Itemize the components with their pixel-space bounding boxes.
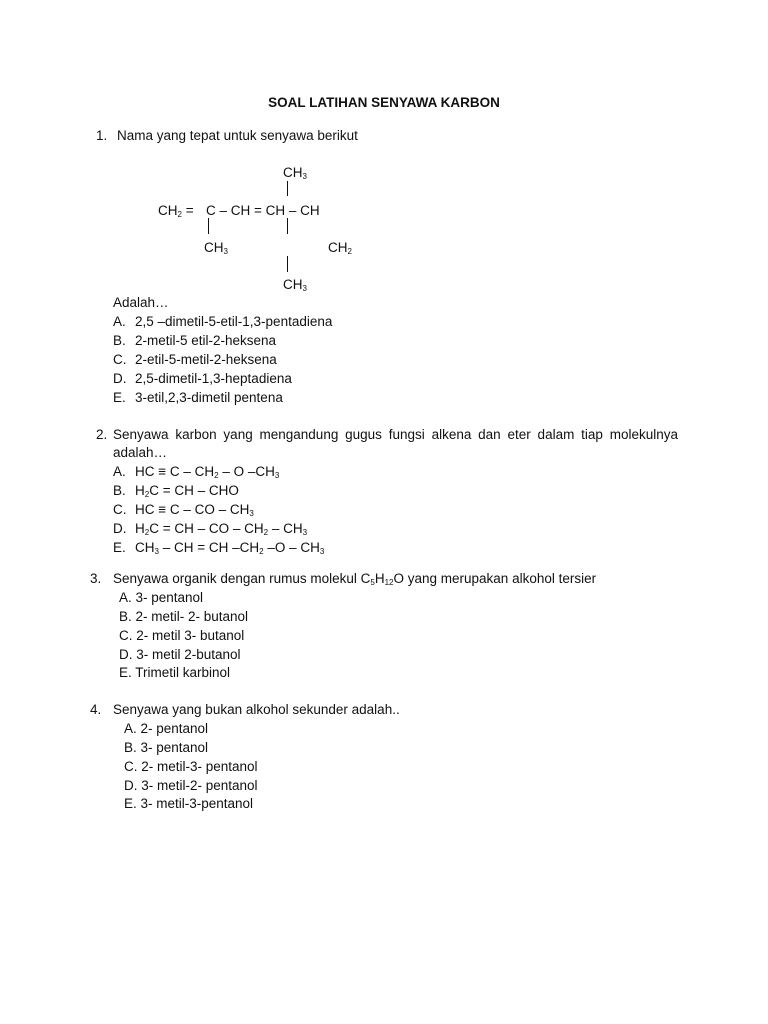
q2-option-a xyxy=(113,462,279,481)
q4-option-e: E. 3- metil-3-pentanol xyxy=(124,796,254,811)
bond-right-down xyxy=(287,218,288,234)
q2-option-e xyxy=(113,538,324,557)
option-text: $H_2C$ = CH – CO – $CH_2 - CH_3$ xyxy=(135,521,308,537)
option-text: $H_2C$ = CH – CHO xyxy=(135,483,239,499)
option-text: 3-etil,2,3-dimetil pentena xyxy=(135,390,283,405)
q2-text-line1: Senyawa karbon yang mengandung gugus fungsi alkena dan eter dalam tiap molekulnya xyxy=(113,427,678,442)
q1-adalah: Adalah… xyxy=(113,295,169,310)
option-letter: B. xyxy=(113,483,126,498)
structure-bottom-ch3: $CH_3$ xyxy=(283,277,307,293)
option-text: 2-etil-5-metil-2-heksena xyxy=(135,352,277,367)
q4-text: Senyawa yang bukan alkohol sekunder adalah.. xyxy=(113,702,400,717)
option-letter: B. xyxy=(113,333,126,348)
option-text: HC ≡ C – CO – $CH_3$ xyxy=(135,502,254,518)
option-letter: A. xyxy=(113,464,126,479)
q2-option-c xyxy=(113,500,254,519)
q4-option-d: D. 3- metil-2- pentanol xyxy=(124,778,258,793)
option-text: 2,5 –dimetil-5-etil-1,3-pentadiena xyxy=(135,314,333,329)
structure-mid-ch2: $CH_2$ xyxy=(328,240,352,256)
q3-option-b: B. 2- metil- 2- butanol xyxy=(119,609,249,624)
option-text: HC ≡ C – $CH_2$ – O $-CH_3$ xyxy=(135,464,280,480)
option-letter: E. xyxy=(113,540,126,555)
q4-option-b: B. 3- pentanol xyxy=(124,740,209,755)
option-text: 2-metil-5 etil-2-heksena xyxy=(135,333,277,348)
q1-number: 1. xyxy=(96,128,108,143)
q1-option-a xyxy=(113,312,332,331)
q2-number: 2. xyxy=(96,427,108,442)
option-letter: C. xyxy=(113,352,127,367)
q3-option-a: A. 3- pentanol xyxy=(119,590,204,605)
option-text: $CH_3$ – CH = CH $-CH_2$ $-O - CH_3$ xyxy=(135,540,325,556)
structure-mid-ch3: $CH_3$ xyxy=(204,240,228,256)
q1-option-b xyxy=(113,331,276,350)
q2-option-b xyxy=(113,481,239,500)
bond-top xyxy=(287,181,288,196)
q3-option-e: E. Trimetil karbinol xyxy=(119,665,231,680)
option-letter: C. xyxy=(113,502,127,517)
q2-text-line2: adalah… xyxy=(113,445,168,460)
q3-option-c: C. 2- metil 3- butanol xyxy=(119,628,245,643)
option-letter: D. xyxy=(113,521,127,536)
bond-lower xyxy=(287,256,288,272)
q1-text: Nama yang tepat untuk senyawa berikut xyxy=(117,128,358,143)
q3-option-d: D. 3- metil 2-butanol xyxy=(119,647,241,662)
bond-left-down xyxy=(208,218,209,234)
q1-option-c xyxy=(113,350,277,369)
structure-main-right: C – CH = CH – CH xyxy=(206,203,320,218)
q4-option-a: A. 2- pentanol xyxy=(124,721,209,736)
q4-number: 4. xyxy=(90,702,102,717)
q2-option-d xyxy=(113,519,307,538)
option-letter: D. xyxy=(113,371,127,386)
q1-option-e xyxy=(113,388,283,407)
page-title: SOAL LATIHAN SENYAWA KARBON xyxy=(268,95,500,110)
option-text: 2,5-dimetil-1,3-heptadiena xyxy=(135,371,292,386)
q1-option-d xyxy=(113,369,292,388)
structure-top-ch3: $CH_3$ xyxy=(283,165,307,181)
structure-main-left: $CH_2$ = xyxy=(158,203,194,219)
q3-number: 3. xyxy=(90,571,102,586)
option-letter: A. xyxy=(113,314,126,329)
q4-option-c: C. 2- metil-3- pentanol xyxy=(124,759,258,774)
q3-text: Senyawa organik dengan rumus molekul $C_5H_{12}O$ yang merupakan alkohol tersier xyxy=(113,571,597,587)
option-letter: E. xyxy=(113,390,126,405)
